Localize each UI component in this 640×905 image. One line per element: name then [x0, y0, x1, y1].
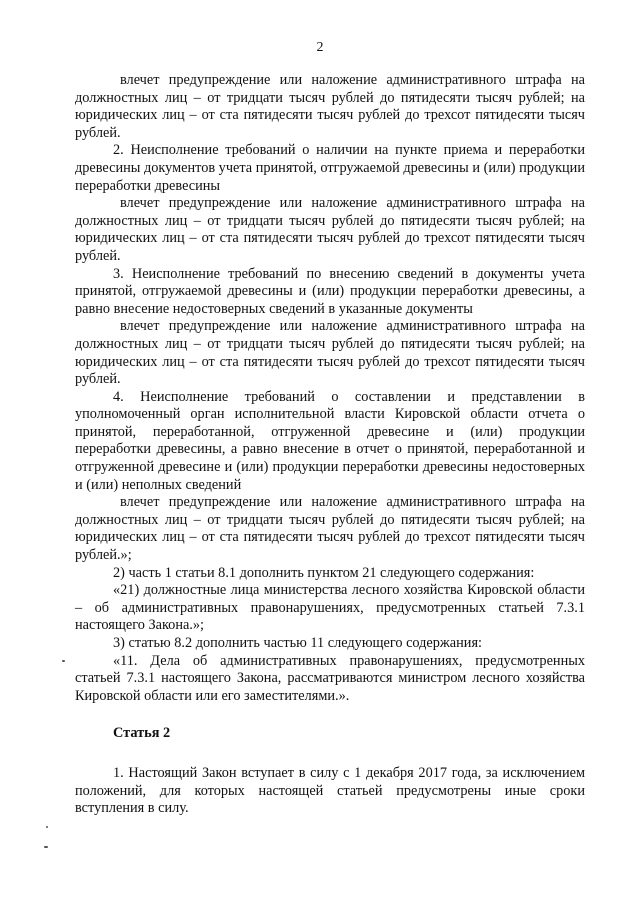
paragraph-amendment-2: 2) часть 1 статьи 8.1 дополнить пунктом 21 следующего содержания:: [113, 564, 535, 581]
paragraph-item-4: 4. Неисполнение требований о составлении и представлении в уполномоченный орган исполнительной власти Кировской области отчета о принятой, переработанной, отгруженной древесине и (или) продукции переработки древесины, а равно внесение в отчет о принятой, переработанной и отгруженной древесине и (или) продукции переработки древесины недостоверных и (или) неполных сведений: [75, 388, 585, 493]
document-body: [75, 72, 585, 818]
page-number: 2: [316, 40, 324, 55]
section-gap: [75, 743, 585, 765]
paragraph-penalty-4: влечет предупреждение или наложение административного штрафа на должностных лиц – от тридцати тысяч рублей до пятидесяти тысяч рублей; на юридических лиц – от ста пятидесяти тысяч рублей до трехсот пятидесяти тысяч рублей.»;: [75, 494, 585, 564]
scan-artifact: [62, 660, 65, 662]
section-gap: [75, 705, 585, 725]
scan-artifact: [46, 826, 48, 828]
paragraph-item-2: 2. Неисполнение требований о наличии на пункте приема и переработки древесины документов учета принятой, отгружаемой древесины и (или) продукции переработки древесины: [75, 142, 585, 194]
article-heading: Статья 2: [113, 725, 171, 742]
paragraph-penalty-1: влечет предупреждение или наложение административного штрафа на должностных лиц – от тридцати тысяч рублей до пятидесяти тысяч рублей; на юридических лиц – от ста пятидесяти тысяч рублей до трехсот пятидесяти тысяч рублей.: [75, 72, 585, 141]
paragraph-penalty-2: влечет предупреждение или наложение административного штрафа на должностных лиц – от тридцати тысяч рублей до пятидесяти тысяч рублей; на юридических лиц – от ста пятидесяти тысяч рублей до трехсот пятидесяти тысяч рублей.: [75, 195, 585, 264]
paragraph-item-3: 3. Неисполнение требований по внесению сведений в документы учета принятой, отгружаемой древесины и (или) продукции переработки древесины, а равно внесение недостоверных сведений в указанные документы: [75, 265, 585, 317]
paragraph-amendment-3-text: «11. Дела об административных правонарушениях, предусмотренных статьей 7.3.1 настоящего Закона, рассматриваются министром лесного хозяйства Кировской области или его заместителями.».: [75, 652, 585, 704]
paragraph-amendment-3: 3) статью 8.2 дополнить частью 11 следующего содержания:: [113, 635, 483, 651]
paragraph-amendment-2-text: «21) должностные лица министерства лесного хозяйства Кировской области – об административных правонарушениях, предусмотренных статьей 7.3.1 настоящего Закона.»;: [75, 582, 585, 634]
article-paragraph-1: 1. Настоящий Закон вступает в силу с 1 декабря 2017 года, за исключением положений, для которых настоящей статьей предусмотрены иные сроки вступления в силу.: [75, 764, 585, 817]
paragraph-penalty-3: влечет предупреждение или наложение административного штрафа на должностных лиц – от тридцати тысяч рублей до пятидесяти тысяч рублей; на юридических лиц – от ста пятидесяти тысяч рублей до трехсот пятидесяти тысяч рублей.: [75, 318, 585, 388]
scan-artifact: [44, 846, 48, 848]
